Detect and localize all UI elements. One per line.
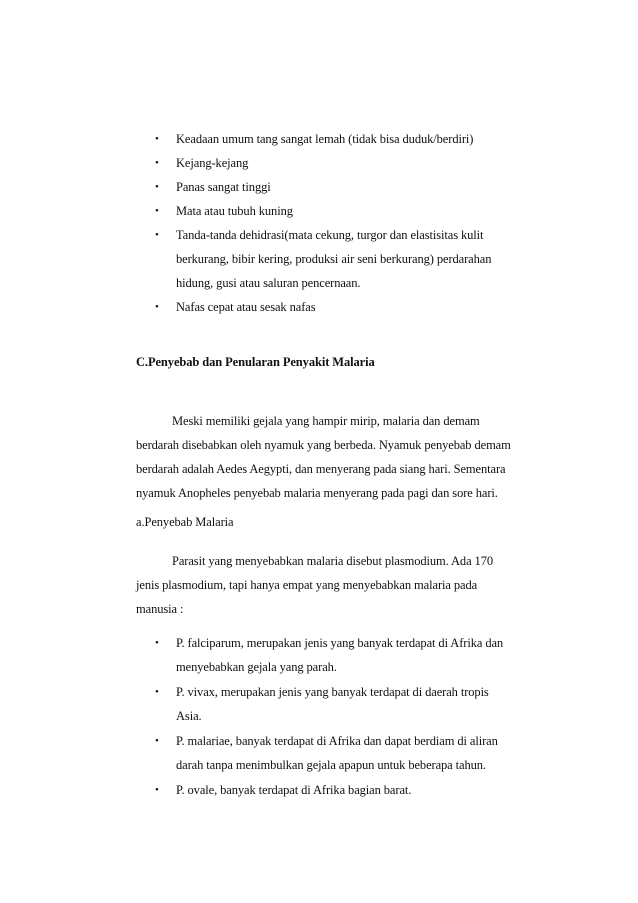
paragraph-line: berdarah disebabkan oleh nyamuk yang berbeda. Nyamuk penyebab demam xyxy=(136,438,511,452)
list-item-text: P. ovale, banyak terdapat di Afrika bagian barat. xyxy=(176,783,412,797)
list-item-text: Nafas cepat atau sesak nafas xyxy=(176,300,316,314)
paragraph-line: Meski memiliki gejala yang hampir mirip, malaria dan demam xyxy=(172,414,480,428)
subheading: a.Penyebab Malaria xyxy=(136,515,234,529)
list-item-text: hidung, gusi atau saluran pencernaan. xyxy=(176,276,361,290)
paragraph-line: manusia : xyxy=(136,602,184,616)
list-item xyxy=(155,223,556,295)
list-item-text: Kejang-kejang xyxy=(176,156,249,170)
section-heading: C.Penyebab dan Penularan Penyakit Malaria xyxy=(136,355,375,369)
list-item xyxy=(155,779,556,803)
list-item xyxy=(155,632,556,679)
list-item xyxy=(155,681,556,728)
list-item xyxy=(155,151,556,175)
bullet-icon: • xyxy=(155,181,159,193)
list-item xyxy=(155,127,556,151)
paragraph-causes xyxy=(136,409,536,505)
bullet-icon: • xyxy=(155,686,159,698)
species-list xyxy=(155,632,556,805)
bullet-icon: • xyxy=(155,637,159,649)
paragraph-line: jenis plasmodium, tapi hanya empat yang menyebabkan malaria pada xyxy=(136,578,478,592)
list-item xyxy=(155,199,556,223)
list-item-text: darah tanpa menimbulkan gejala apapun untuk beberapa tahun. xyxy=(176,757,486,772)
bullet-icon: • xyxy=(155,301,159,313)
paragraph-line: nyamuk Anopheles penyebab malaria menyerang pada pagi dan sore hari. xyxy=(136,486,498,500)
bullet-icon: • xyxy=(155,735,159,747)
list-item-text: Panas sangat tinggi xyxy=(176,180,271,194)
bullet-icon: • xyxy=(155,133,159,145)
symptom-list xyxy=(155,127,556,319)
bullet-icon: • xyxy=(155,157,159,169)
bullet-icon: • xyxy=(155,784,159,796)
paragraph-line: Parasit yang menyebabkan malaria disebut plasmodium. Ada 170 xyxy=(172,554,494,568)
paragraph-line: berdarah adalah Aedes Aegypti, dan menyerang pada siang hari. Sementara xyxy=(136,462,506,476)
list-item xyxy=(155,295,556,319)
list-item-text: Asia. xyxy=(176,708,202,723)
list-item-text: P. malariae, banyak terdapat di Afrika dan dapat berdiam di aliran xyxy=(176,734,498,748)
list-item-text: Tanda-tanda dehidrasi(mata cekung, turgor dan elastisitas kulit xyxy=(176,228,484,242)
list-item-text: P. falciparum, merupakan jenis yang banyak terdapat di Afrika dan xyxy=(176,636,504,650)
list-item-text: berkurang, bibir kering, produksi air seni berkurang) perdarahan xyxy=(176,252,492,266)
list-item-text: Keadaan umum tang sangat lemah (tidak bisa duduk/berdiri) xyxy=(176,132,474,146)
bullet-icon: • xyxy=(155,205,159,217)
paragraph-parasite xyxy=(136,549,536,621)
list-item-text: menyebabkan gejala yang parah. xyxy=(176,659,337,674)
list-item xyxy=(155,175,556,199)
list-item xyxy=(155,730,556,777)
bullet-icon: • xyxy=(155,229,159,241)
list-item-text: Mata atau tubuh kuning xyxy=(176,204,293,218)
list-item-text: P. vivax, merupakan jenis yang banyak terdapat di daerah tropis xyxy=(176,685,489,699)
